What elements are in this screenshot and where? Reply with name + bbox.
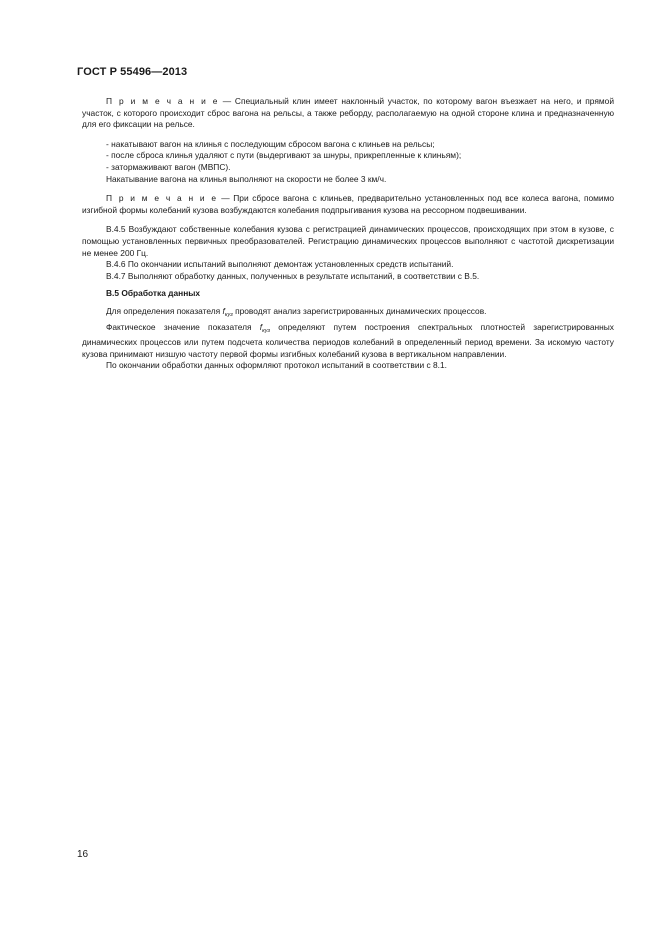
note-paragraph	[82, 96, 614, 131]
document-body	[82, 96, 614, 372]
symbol-subscript: куз	[224, 311, 233, 318]
clause-b46: В.4.6 По окончании испытаний выполняют демонтаж установленных средств испытаний.	[106, 259, 454, 270]
text-run: Для определения показателя	[106, 305, 223, 316]
paragraph-p1	[82, 306, 614, 322]
note-text: — При сбросе вагона с клиньев, предварительно установленных под все колеса вагона, помимо изгибной формы колебаний кузова возбуждаются колебания подпрыгивания кузова на рессорном подвешивании.	[82, 193, 614, 215]
speed-paragraph: Накатывание вагона на клинья выполняют на скорости не более 3 км/ч.	[106, 173, 387, 184]
note-label: П р и м е ч а н и е	[106, 193, 218, 204]
paragraph-p2	[82, 322, 614, 361]
page-number: 16	[77, 849, 89, 860]
list-item: - затормаживают вагон (МВПС).	[106, 161, 231, 172]
list-item: - после сброса клинья удаляют с пути (выдергивают за шнуры, прикрепленные к клиньям);	[106, 150, 462, 161]
clause-b47: В.4.7 Выполняют обработку данных, полученных в результате испытаний, в соответствии с В.5.	[106, 270, 480, 281]
symbol-f: f	[259, 321, 263, 332]
list-item: - накатывают вагон на клинья с последующим сбросом вагона с клиньев на рельсы;	[106, 138, 435, 149]
clause-b45: В.4.5 Возбуждают собственные колебания кузова с регистрацией динамических процессов, происходящих при этом в кузове, с помощью установленных первичных преобразователей. Регистрацию динамических процессов выполняют с частотой дискретизации не менее 200 Гц.	[82, 224, 614, 258]
section-title-b5: В.5 Обработка данных	[106, 288, 201, 299]
document-id-header: ГОСТ Р 55496—2013	[77, 66, 188, 78]
note-paragraph	[82, 193, 614, 216]
symbol-subscript: куз	[262, 327, 271, 334]
paragraph-p3: По окончании обработки данных оформляют протокол испытаний в соответствии с 8.1.	[106, 360, 447, 371]
note-label: П р и м е ч а н и е	[106, 96, 219, 106]
text-run: проводят анализ зарегистрированных динамических процессов.	[232, 305, 487, 316]
text-run: определяют путем построения спектральных плотностей зарегистрированных динамических процессов или путем подсчета количества периодов колебаний в определенный период времени. За искомую частоту кузова принимают низшую частоту первой формы изгибных колебаний кузова в вертикальном направлении.	[82, 321, 614, 359]
note-text: — Специальный клин имеет наклонный участок, по которому вагон въезжает на него, и прямой участок, с которого происходит сброс вагона на рельсы, а также реборду, располагаемую на одной стороне клина и предназначенную для его фиксации на рельсе.	[82, 96, 614, 130]
text-run: Фактическое значение показателя	[106, 321, 260, 332]
symbol-f: f	[222, 305, 225, 316]
